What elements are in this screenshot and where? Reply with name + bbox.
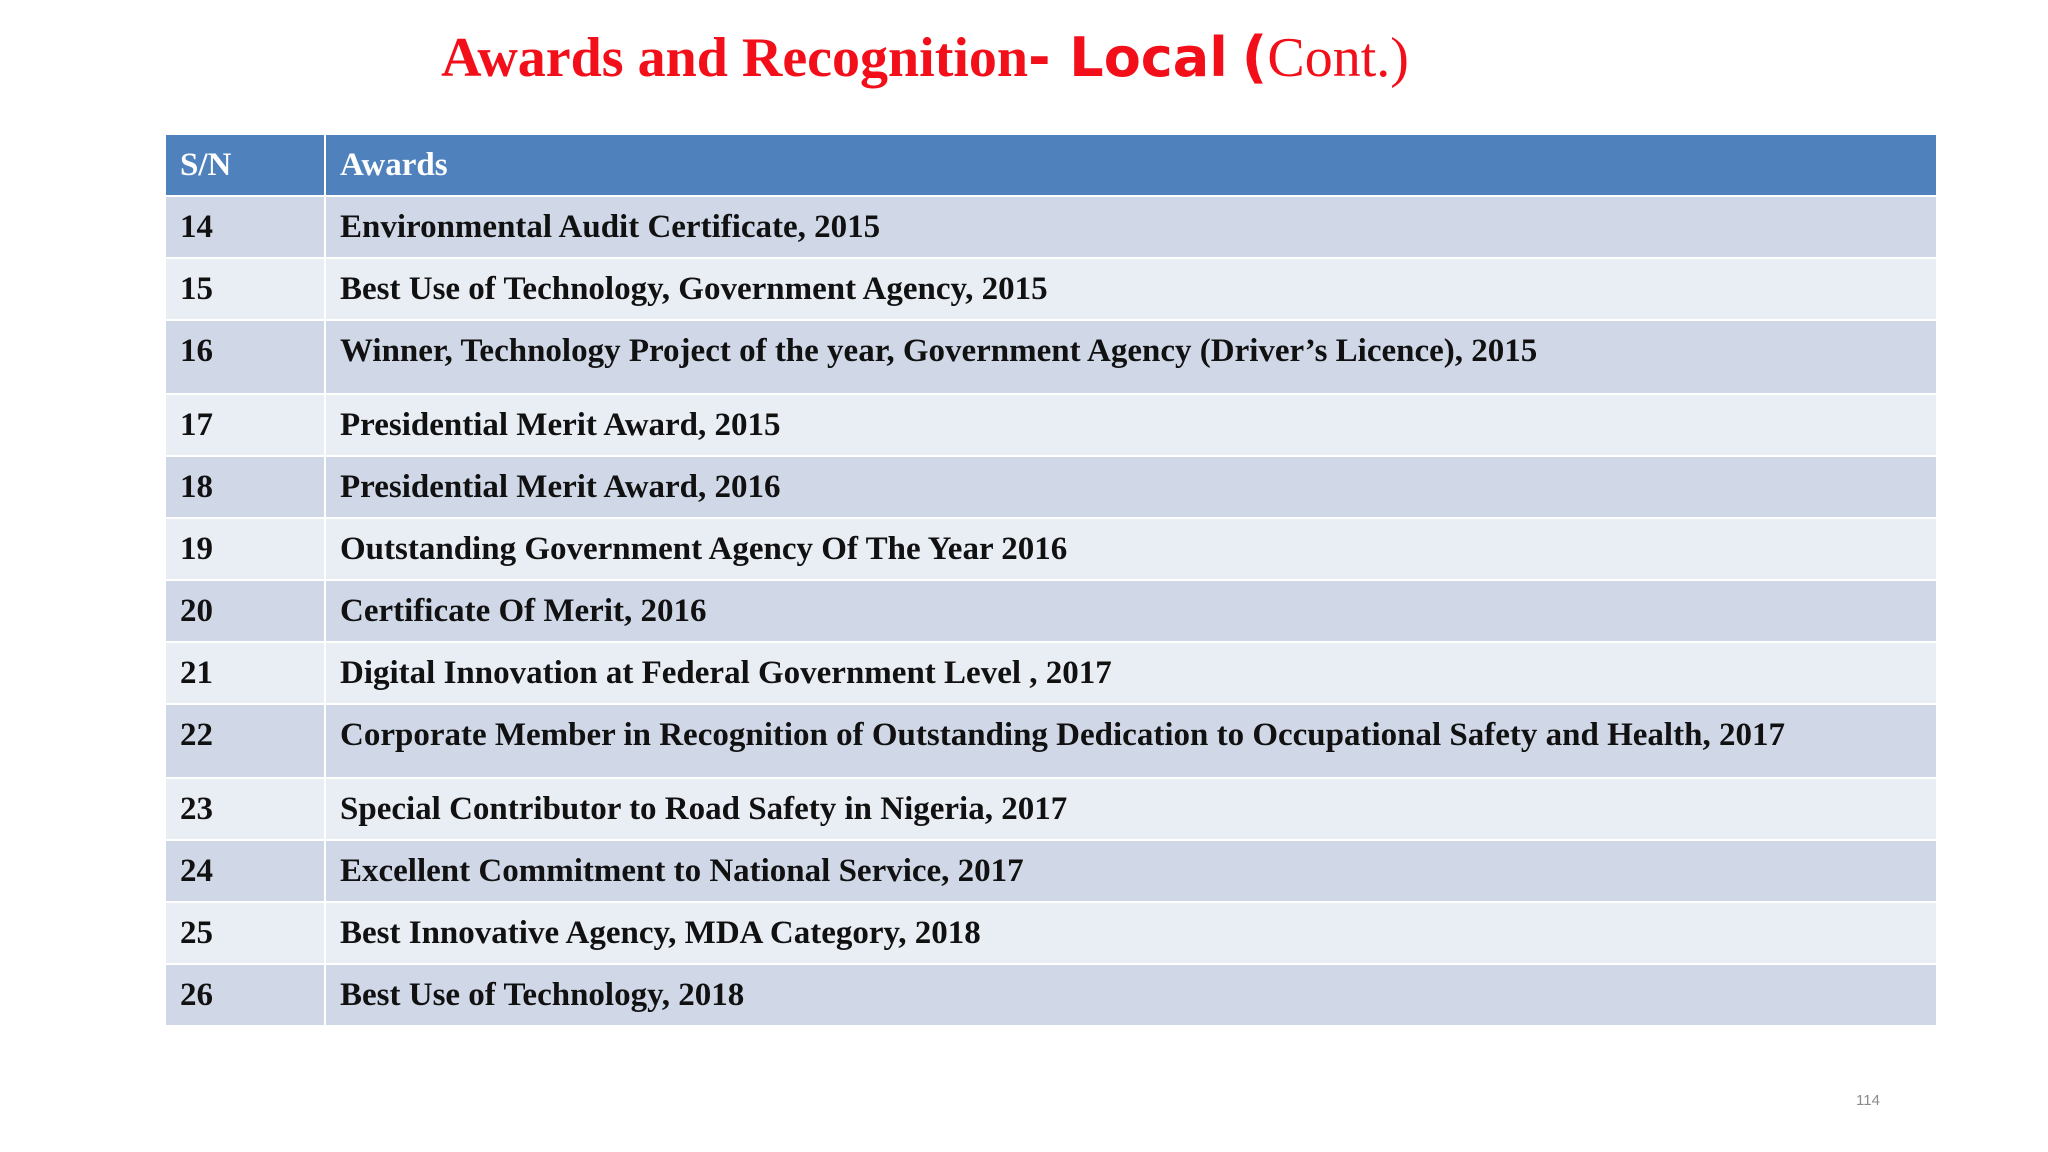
- cell-award: Environmental Audit Certificate, 2015: [325, 196, 1937, 258]
- title-main: Awards and Recognition: [441, 27, 1029, 89]
- awards-table: [164, 133, 1938, 1027]
- table-row: [165, 320, 1937, 394]
- table-row: [165, 840, 1937, 902]
- cell-sn: 22: [165, 704, 325, 778]
- table-row: [165, 704, 1937, 778]
- cell-award: Corporate Member in Recognition of Outstanding Dedication to Occupational Safety and Health, 2017: [325, 704, 1937, 778]
- title-paren-open: (: [1241, 25, 1268, 90]
- cell-award: Best Innovative Agency, MDA Category, 2018: [325, 902, 1937, 964]
- table-row: [165, 394, 1937, 456]
- header-awards: Awards: [325, 134, 1937, 196]
- cell-award: Certificate Of Merit, 2016: [325, 580, 1937, 642]
- title-local: - Local: [1028, 26, 1228, 89]
- table-row: [165, 580, 1937, 642]
- cell-sn: 15: [165, 258, 325, 320]
- cell-award: Digital Innovation at Federal Government Level , 2017: [325, 642, 1937, 704]
- cell-sn: 16: [165, 320, 325, 394]
- table-row: [165, 518, 1937, 580]
- cell-award: Best Use of Technology, Government Agency, 2015: [325, 258, 1937, 320]
- cell-sn: 26: [165, 964, 325, 1026]
- cell-award: Presidential Merit Award, 2016: [325, 456, 1937, 518]
- header-sn: S/N: [165, 134, 325, 196]
- cell-award: Winner, Technology Project of the year, Government Agency (Driver’s Licence), 2015: [325, 320, 1937, 394]
- cell-award: Outstanding Government Agency Of The Year 2016: [325, 518, 1937, 580]
- cell-sn: 19: [165, 518, 325, 580]
- cell-sn: 23: [165, 778, 325, 840]
- cell-sn: 25: [165, 902, 325, 964]
- slide-title: [0, 22, 1850, 94]
- cell-sn: 18: [165, 456, 325, 518]
- table-row: [165, 778, 1937, 840]
- table-row: [165, 258, 1937, 320]
- cell-award: Special Contributor to Road Safety in Nigeria, 2017: [325, 778, 1937, 840]
- table-row: [165, 196, 1937, 258]
- table-row: [165, 902, 1937, 964]
- cell-sn: 21: [165, 642, 325, 704]
- cell-award: Presidential Merit Award, 2015: [325, 394, 1937, 456]
- cell-sn: 14: [165, 196, 325, 258]
- cell-sn: 17: [165, 394, 325, 456]
- cell-award: Best Use of Technology, 2018: [325, 964, 1937, 1026]
- cell-sn: 20: [165, 580, 325, 642]
- table-row: [165, 642, 1937, 704]
- table-header-row: [165, 134, 1937, 196]
- cell-award: Excellent Commitment to National Service, 2017: [325, 840, 1937, 902]
- title-cont: Cont.): [1267, 27, 1409, 89]
- table-row: [165, 456, 1937, 518]
- cell-sn: 24: [165, 840, 325, 902]
- table-row: [165, 964, 1937, 1026]
- page-number: 114: [1856, 1092, 1880, 1109]
